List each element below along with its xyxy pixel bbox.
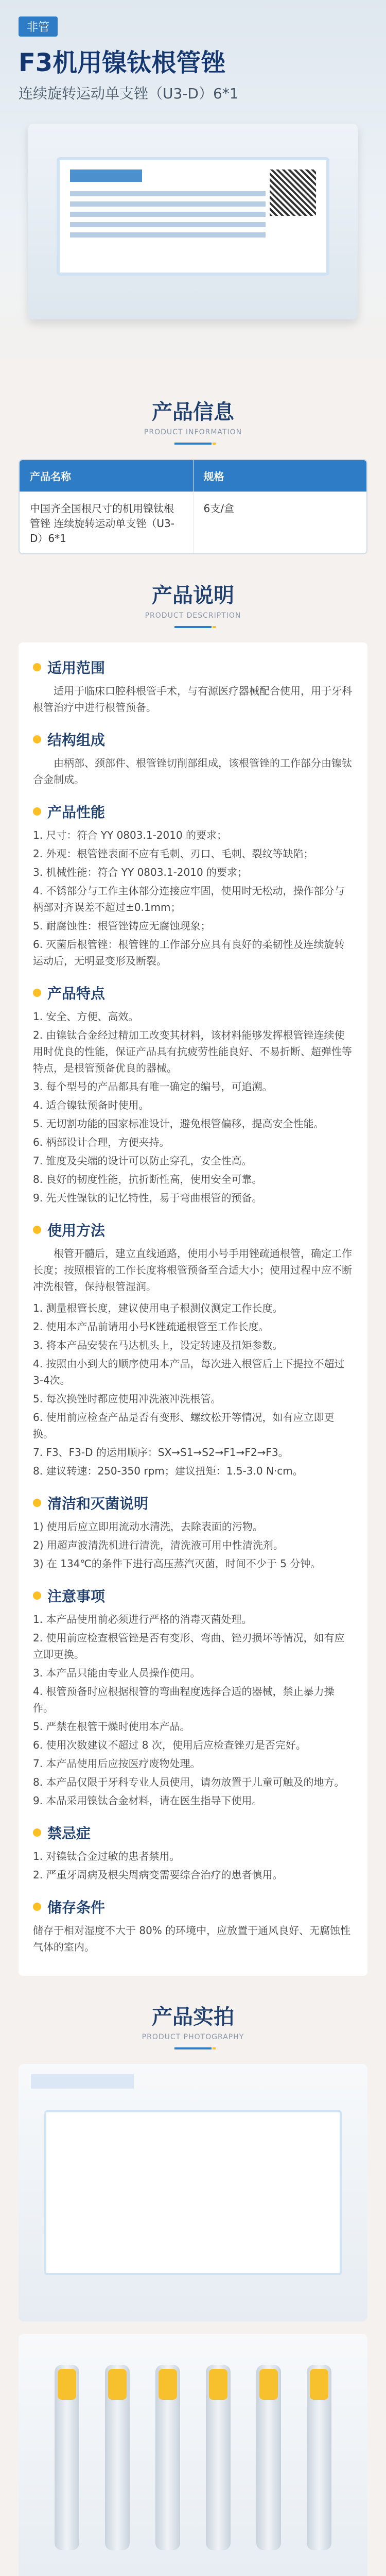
- item-list: [33, 827, 353, 969]
- file-instrument: [307, 2365, 331, 2550]
- list-item: 2. 由镍钛合金经过精加工改变其材料，该材料能够发挥根管锉连续使用时优良的性能，保证产品具有抗疲劳性能良好、不易折断、超弹性等特点，是根管预备优良的器械。: [33, 1029, 352, 1074]
- subsection-title: 产品性能: [47, 804, 106, 821]
- section-underline: [174, 626, 212, 628]
- info-value-spec: 6支/盒: [193, 492, 367, 553]
- list-item: 5. 无切割功能的国家标准设计，避免根管偏移，提高安全性能。: [33, 1117, 324, 1130]
- list-item: 3. 机械性能：符合 YY 0803.1-2010 的要求；: [33, 866, 248, 878]
- bullet-dot-icon: [33, 1591, 41, 1600]
- item-list: [33, 1922, 353, 1955]
- item-list: [33, 1300, 353, 1479]
- list-item: 1. 安全、方便、高效。: [33, 1010, 139, 1023]
- list-item: 3) 在 134℃的条件下进行高压蒸汽灭菌，时间不少于 5 分钟。: [33, 1557, 321, 1570]
- product-photo-package: [19, 2064, 367, 2321]
- list-item: 5. 每次换锉时都应使用冲洗液冲洗根管。: [33, 1393, 221, 1405]
- package-text: [70, 191, 266, 243]
- package-box: [44, 2110, 342, 2275]
- list-item: 7. 锥度及尖端的设计可以防止穿孔，安全性高。: [33, 1155, 252, 1167]
- section-underline: [174, 443, 212, 445]
- subsection-heading: [33, 1493, 353, 1513]
- section-subtitle: PRODUCT DESCRIPTION: [145, 612, 241, 620]
- list-item: 4. 按照由小到大的顺序使用本产品，每次进入根管后上下提拉不超过3-4次。: [33, 1358, 345, 1386]
- subsection-heading: [33, 801, 353, 822]
- list-item: 5. 严禁在根管干燥时使用本产品。: [33, 1720, 190, 1733]
- section-subtitle: PRODUCT PHOTOGRAPHY: [142, 2033, 244, 2041]
- product-package: [57, 157, 329, 276]
- item-list: [33, 1611, 353, 1809]
- hero-product-image: [28, 124, 358, 319]
- list-item: 2. 使用前应检查根管锉是否有变形、弯曲、锉刃损坏等情况，如有应立即更换。: [33, 1632, 345, 1660]
- paragraph: 由柄部、颈部件、根管锉切削部组成，该根管锉的工作部分由镍钛合金制成。: [33, 757, 352, 786]
- subsection-heading: [33, 982, 353, 1003]
- product-info-section: [0, 371, 386, 554]
- info-header-name: 产品名称: [20, 460, 193, 492]
- bullet-dot-icon: [33, 989, 41, 997]
- info-table: [19, 459, 367, 554]
- product-description-section: [0, 554, 386, 1976]
- list-item: 4. 根管预备时应根据根管的弯曲程度选择合适的器械，禁止暴力操作。: [33, 1685, 335, 1714]
- list-item: 3. 本产品只能由专业人员操作使用。: [33, 1667, 201, 1679]
- list-item: 6. 使用前应检查产品是否有变形、螺纹松开等情况，如有应立即更换。: [33, 1411, 335, 1440]
- subsection-heading: [33, 1822, 353, 1843]
- list-item: 3. 每个型号的产品都具有唯一确定的编号，可追溯。: [33, 1080, 273, 1093]
- list-item: 6. 灭菌后根管锉：根管锉的工作部分应具有良好的柔韧性及连续旋转运动后，无明显变形及断裂。: [33, 938, 345, 967]
- instrument-row: [55, 2365, 331, 2550]
- file-instrument: [155, 2365, 180, 2550]
- list-item: 1. 对镍钛合金过敏的患者禁用。: [33, 1850, 180, 1862]
- description-body: [19, 642, 367, 1976]
- list-item: 5. 耐腐蚀性：根管锉铸应无腐蚀现象；: [33, 920, 211, 932]
- subsection-title: 产品特点: [47, 985, 106, 1002]
- list-item: 7. 本产品使用后应按医疗废物处理。: [33, 1757, 201, 1770]
- list-item: 6. 使用次数建议不超过 8 次，使用后应检查锉刃是否完好。: [33, 1739, 306, 1751]
- subsection-title: 适用范围: [47, 659, 106, 676]
- subsection-title: 禁忌症: [47, 1825, 91, 1842]
- section-title: 产品实拍: [152, 2005, 234, 2029]
- list-item: 2) 用超声波清洗机进行清洗，清洗液可用中性清洗剂。: [33, 1539, 284, 1551]
- list-item: 储存于相对湿度不大于 80% 的环境中，应放置于通风良好、无腐蚀性气体的室内。: [33, 1924, 351, 1953]
- subsection-title: 储存条件: [47, 1899, 106, 1916]
- item-list: [33, 1848, 353, 1883]
- bullet-dot-icon: [33, 1226, 41, 1234]
- list-item: 2. 严重牙周病及根尖周病变需要综合治疗的患者慎用。: [33, 1869, 283, 1881]
- subsection-heading: [33, 1896, 353, 1917]
- section-subtitle: PRODUCT INFORMATION: [144, 428, 242, 436]
- subsection-title: 使用方法: [47, 1222, 106, 1239]
- photo-label: [31, 2074, 134, 2089]
- section-title: 产品信息: [152, 400, 234, 424]
- bullet-dot-icon: [33, 1903, 41, 1911]
- qr-code: [270, 170, 316, 216]
- section-underline: [174, 2047, 212, 2049]
- list-item: 9. 先天性镍钛的记忆特性，易于弯曲根管的预备。: [33, 1192, 262, 1204]
- file-instrument: [206, 2365, 231, 2550]
- product-photos-section: [0, 1976, 386, 2576]
- list-item: 1. 本产品使用前必须进行严格的消毒灭菌处理。: [33, 1613, 252, 1625]
- list-item: 9. 本品采用镍钛合金材料，请在医生指导下使用。: [33, 1794, 262, 1807]
- subsection-heading: [33, 1585, 353, 1606]
- file-instrument: [55, 2365, 79, 2550]
- list-item: 6. 柄部设计合理，方便夹持。: [33, 1136, 170, 1148]
- list-item: 1. 测量根管长度，建议使用电子根测仪测定工作长度。: [33, 1302, 283, 1314]
- product-title: F3机用镍钛根管锉: [19, 48, 226, 77]
- brand-logo: [70, 170, 142, 182]
- bullet-dot-icon: [33, 807, 41, 816]
- list-item: 4. 不锈部分与工作主体部分连接应牢固，使用时无松动，操作部分与柄部对齐误差不超过±0.1mm；: [33, 885, 345, 913]
- product-photo-instruments: [19, 2334, 367, 2576]
- list-item: 4. 适合镍钛预备时使用。: [33, 1099, 149, 1111]
- file-instrument: [105, 2365, 130, 2550]
- subsection-heading: [33, 729, 353, 750]
- subsection-title: 注意事项: [47, 1588, 106, 1605]
- subsection-title: 清洁和灭菌说明: [47, 1495, 149, 1512]
- paragraph: 根管开髓后，建立直线通路，使用小号手用锉疏通根管，确定工作长度；按照根管的工作长度将根管预备至合适大小；使用过程中应不断冲洗根管，保持根管湿润。: [33, 1247, 352, 1293]
- info-header-spec: 规格: [193, 460, 367, 492]
- section-title: 产品说明: [152, 584, 234, 607]
- list-item: 8. 建议转速：250-350 rpm；建议扭矩：1.5-3.0 N·cm。: [33, 1465, 303, 1477]
- item-list: [33, 1008, 353, 1206]
- item-list: [33, 1518, 353, 1572]
- list-item: 2. 外观：根管锉表面不应有毛刺、刃口、毛刺、裂纹等缺陷；: [33, 848, 314, 860]
- bullet-dot-icon: [33, 1499, 41, 1507]
- info-head-row: [20, 460, 366, 492]
- list-item: 3. 将本产品安装在马达机头上，设定转速及扭矩参数。: [33, 1339, 283, 1351]
- list-item: 7. F3、F3-D 的运用顺序：SX→S1→S2→F1→F2→F3。: [33, 1446, 289, 1459]
- list-item: 1. 尺寸：符合 YY 0803.1-2010 的要求；: [33, 829, 227, 841]
- list-item: 2. 使用本产品前请用小号K锉疏通根管至工作长度。: [33, 1320, 269, 1333]
- info-value-name: 中国齐全国根尺寸的机用镍钛根管锉 连续旋转运动单支锉（U3-D）6*1: [30, 502, 174, 545]
- bullet-dot-icon: [33, 735, 41, 743]
- product-subtitle: 连续旋转运动单支锉（U3-D）6*1: [19, 85, 239, 102]
- info-data-row: [20, 492, 366, 553]
- subsection-heading: [33, 657, 353, 677]
- category-badge: 非管: [19, 16, 58, 37]
- bullet-dot-icon: [33, 663, 41, 671]
- subsection-heading: [33, 1219, 353, 1240]
- hero-banner: [0, 0, 386, 371]
- list-item: 8. 良好的韧度性能，抗折断性高，使用安全可靠。: [33, 1173, 262, 1185]
- paragraph: 适用于临床口腔科根管手术，与有源医疗器械配合使用，用于牙科根管治疗中进行根管预备。: [33, 685, 352, 714]
- list-item: 1) 使用后应立即用流动水清洗，去除表面的污物。: [33, 1520, 263, 1533]
- list-item: 8. 本产品仅限于牙科专业人员使用，请勿放置于儿童可触及的地方。: [33, 1776, 345, 1788]
- bullet-dot-icon: [33, 1828, 41, 1837]
- subsection-title: 结构组成: [47, 732, 106, 749]
- file-instrument: [256, 2365, 281, 2550]
